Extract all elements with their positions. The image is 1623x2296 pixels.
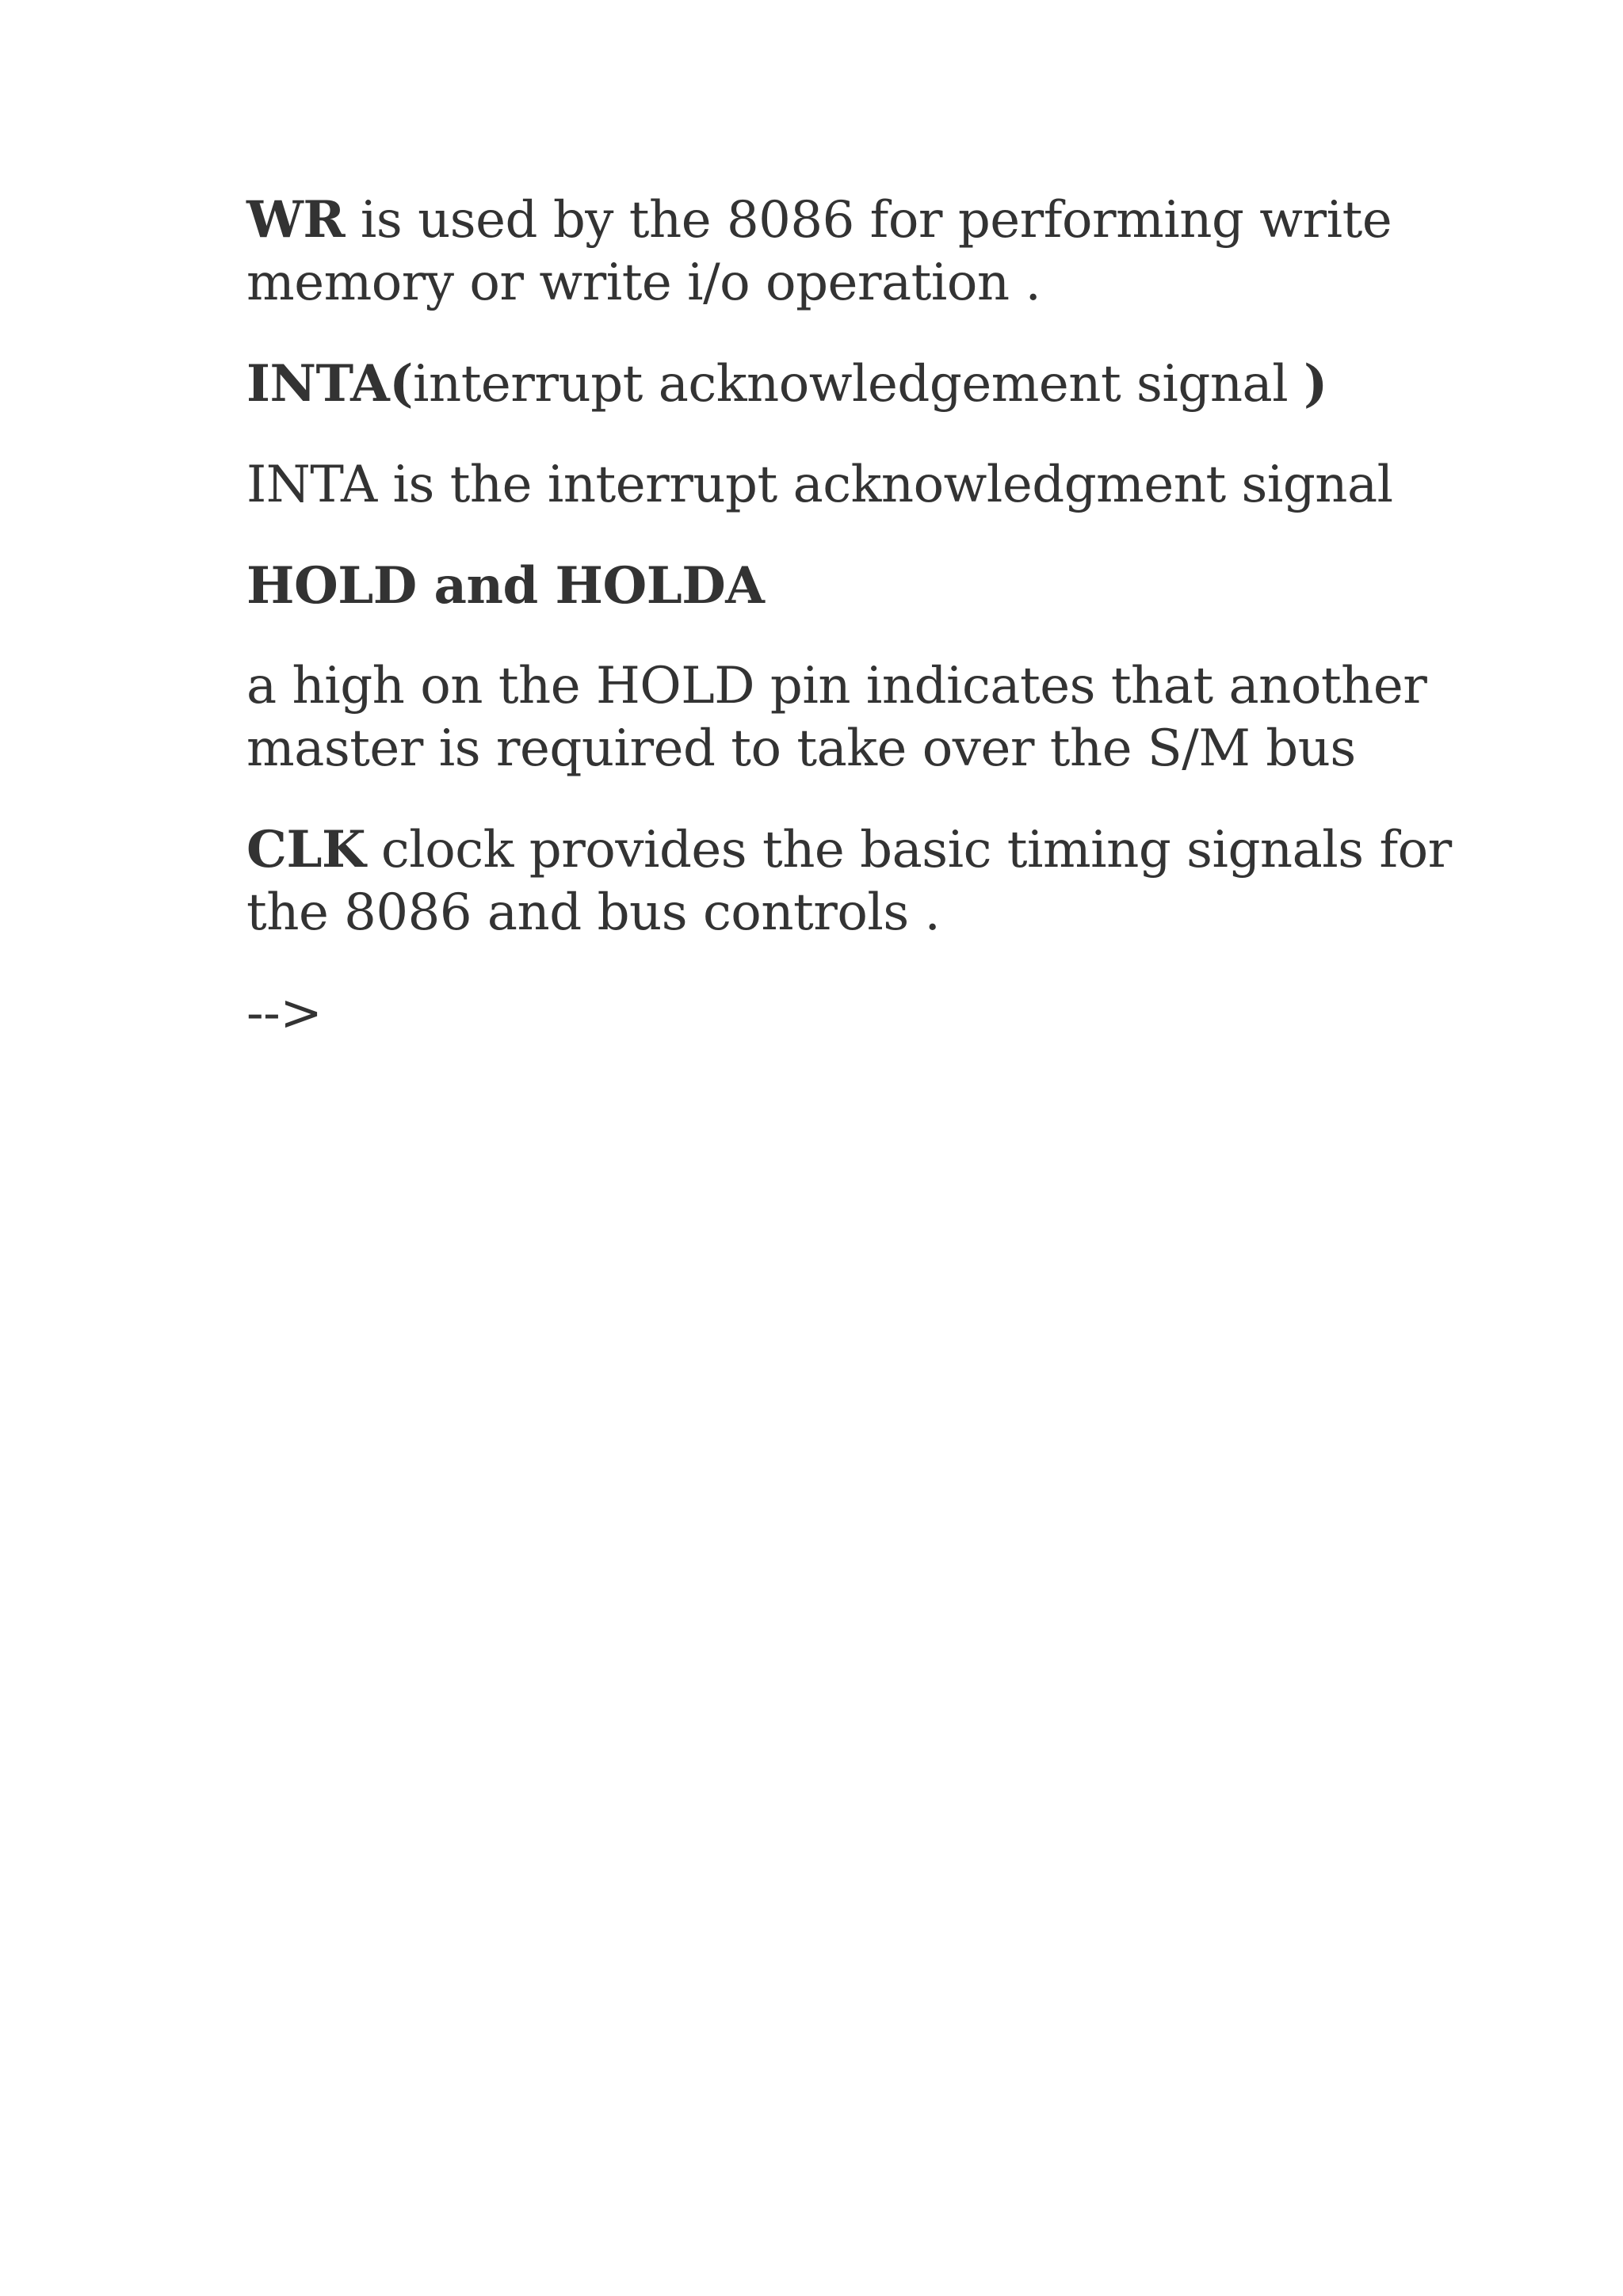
paragraph-clk-text: clock provides the basic timing signals for the 8086 and bus controls .: [246, 821, 1452, 942]
paragraph-inta-heading-text: interrupt acknowledgement signal: [413, 355, 1304, 414]
paragraph-wr: [246, 189, 1514, 315]
term-clk: CLK: [246, 820, 366, 879]
paragraph-inta-heading: [246, 353, 1514, 416]
paragraph-inta-description: INTA is the interrupt acknowledgment signal: [246, 456, 1393, 514]
paragraph-hold-description: a high on the HOLD pin indicates that another master is required to take over the S/M bus: [246, 657, 1427, 778]
paragraph-clk: [246, 818, 1514, 944]
arrow-marker: -->: [246, 984, 323, 1043]
heading-hold-holda: HOLD and HOLDA: [246, 556, 765, 616]
term-inta: INTA(: [246, 354, 413, 414]
term-inta-close: ): [1304, 354, 1327, 414]
document-body: [246, 189, 1514, 1083]
paragraph-wr-text: is used by the 8086 for performing write memory or write i/o operation .: [246, 191, 1392, 312]
term-wr: WR: [246, 190, 346, 250]
